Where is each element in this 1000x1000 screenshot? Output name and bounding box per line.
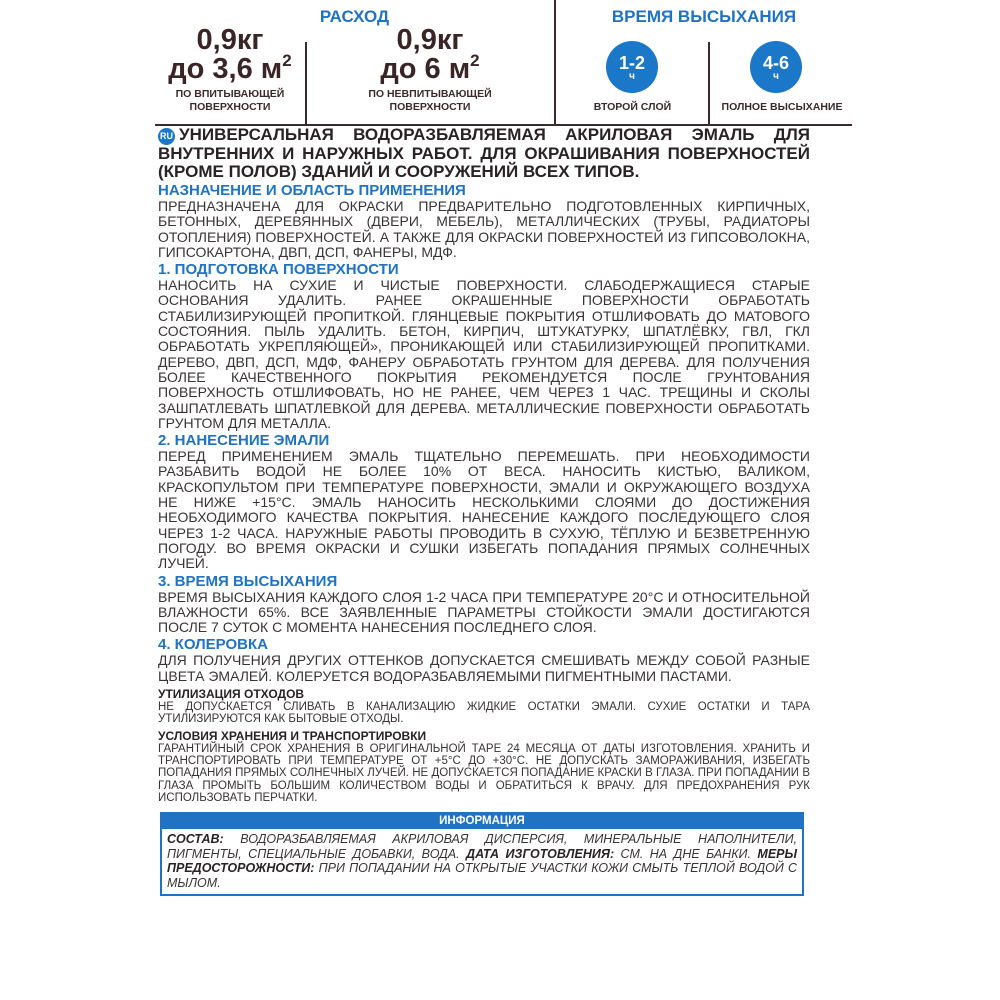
- storage-text: ГАРАНТИЙНЫЙ СРОК ХРАНЕНИЯ В ОРИГИНАЛЬНОЙ ТАРЕ 24 МЕСЯЦА ОТ ДАТЫ ИЗГОТОВЛЕНИЯ. ХРАНИТЬ И ТРАНСПОРТИРОВАТЬ ПРИ ТЕМПЕРАТУРЕ ОТ +5°С ДО +30°С. НЕ ДОПУСКАТЬ ЗАМОРАЖИВАНИЯ, ИЗБЕГАТЬ ПОПАДАНИЯ ПРЯМЫХ СОЛНЕЧНЫХ ЛУЧЕЙ. НЕ ДОПУСКАЕТСЯ ПОПАДАНИЕ КРАСКИ В ГЛАЗА. ПРИ ПОПАДАНИИ В ГЛАЗА ПРОМЫТЬ БОЛЬШИМ КОЛИЧЕСТВОМ ВОДЫ И ОБРАТИТЬСЯ К ВРАЧУ. ДЛЯ ПРЕДОХРАНЕНИЯ РУК ИСПОЛЬЗОВАТЬ ПЕРЧАТКИ.: [158, 742, 810, 804]
- instructions: [158, 126, 810, 896]
- info-body: СОСТАВ: ВОДОРАЗБАВЛЯЕМАЯ АКРИЛОВАЯ ДИСПЕРСИЯ, МИНЕРАЛЬНЫЕ НАПОЛНИТЕЛИ, ПИГМЕНТЫ, СПЕЦИАЛЬНЫЕ ДОБАВКИ, ВОДА. ДАТА ИЗГОТОВЛЕНИЯ: СМ. НА ДНЕ БАНКИ. МЕРЫ ПРЕДОСТОРОЖНОСТИ: ПРИ ПОПАДАНИИ НА ОТКРЫТЫЕ УЧАСТКИ КОЖИ СМЫТЬ ТЕПЛОЙ ВОДОЙ С МЫЛОМ.: [167, 832, 797, 890]
- divider: [305, 42, 307, 124]
- ru-badge: RU: [158, 128, 175, 145]
- second-layer-label: ВТОРОЙ СЛОЙ: [593, 101, 672, 113]
- disposal-heading: УТИЛИЗАЦИЯ ОТХОДОВ: [158, 687, 305, 702]
- non-absorbent-note: ПО НЕВПИТЫВАЮЩЕЙ ПОВЕРХНОСТИ: [368, 88, 492, 113]
- clock-icon-second-layer: 1-2 ч: [606, 41, 658, 93]
- section-heading: 4. КОЛЕРОВКА: [158, 636, 268, 654]
- storage-heading: УСЛОВИЯ ХРАНЕНИЯ И ТРАНСПОРТИРОВКИ: [158, 728, 427, 743]
- section-text: ПЕРЕД ПРИМЕНЕНИЕМ ЭМАЛЬ ТЩАТЕЛЬНО ПЕРЕМЕШАТЬ. ПРИ НЕОБХОДИМОСТИ РАЗБАВИТЬ ВОДОЙ НЕ БОЛЕЕ 10% ОТ ВЕСА. НАНОСИТЬ КИСТЬЮ, ВАЛИКОМ, КРАСКОПУЛЬТОМ ПРИ ТЕМПЕРАТУРЕ ПОВЕРХНОСТИ, ЭМАЛИ И ОКРУЖАЮЩЕГО ВОЗДУХА НЕ НИЖЕ +15°С. ЭМАЛЬ НАНОСИТЬ НЕСКОЛЬКИМИ СЛОЯМИ ДО ДОСТИЖЕНИЯ НЕОБХОДИМОГО КАЧЕСТВА ПОКРЫТИЯ. НАНЕСЕНИЕ КАЖДОГО ПОСЛЕДУЮЩЕГО СЛОЯ ЧЕРЕЗ 1-2 ЧАСА. НАРУЖНЫЕ РАБОТЫ ПРОВОДИТЬ В СУХУЮ, ТЁПЛУЮ И БЕЗВЕТРЕННУЮ ПОГОДУ. ВО ВРЕМЯ ОКРАСКИ И СУШКИ ИЗБЕГАТЬ ПОПАДАНИЯ ПРЯМЫХ СОЛНЕЧНЫХ ЛУЧЕЙ.: [158, 448, 810, 572]
- header-panel: [155, 0, 852, 126]
- info-box: [160, 812, 804, 896]
- product-title: RU УНИВЕРСАЛЬНАЯ ВОДОРАЗБАВЛЯЕМАЯ АКРИЛОВАЯ ЭМАЛЬ ДЛЯ ВНУТРЕННИХ И НАРУЖНЫХ РАБОТ. ДЛЯ ОКРАШИВАНИЯ ПОВЕРХНОСТЕЙ (КРОМЕ ПОЛОВ) ЗДАНИЙ И СООРУЖЕНИЙ ВСЕХ ТИПОВ.: [158, 125, 810, 181]
- section-heading: 3. ВРЕМЯ ВЫСЫХАНИЯ: [158, 572, 338, 590]
- section-heading: 1. ПОДГОТОВКА ПОВЕРХНОСТИ: [158, 261, 399, 279]
- absorbent-note: ПО ВПИТЫВАЮЩЕЙ ПОВЕРХНОСТИ: [175, 88, 285, 113]
- disposal-text: НЕ ДОПУСКАЕТСЯ СЛИВАТЬ В КАНАЛИЗАЦИЮ ЖИДКИЕ ОСТАТКИ ЭМАЛИ. СУХИЕ ОСТАТКИ И ТАРА УТИЛИЗИРУЮТСЯ КАК БЫТОВЫЕ ОТХОДЫ.: [158, 701, 810, 726]
- section-text: ВРЕМЯ ВЫСЫХАНИЯ КАЖДОГО СЛОЯ 1-2 ЧАСА ПРИ ТЕМПЕРАТУРЕ 20°С И ОТНОСИТЕЛЬНОЙ ВЛАЖНОСТИ 65%. ВСЕ ЗАЯВЛЕННЫЕ ПАРАМЕТРЫ СТОЙКОСТИ ЭМАЛИ ДОСТИГАЮТСЯ ПОСЛЕ 7 СУТОК С МОМЕНТА НАНЕСЕНИЯ ПОСЛЕДНЕГО СЛОЯ.: [158, 588, 810, 636]
- divider: [708, 42, 710, 124]
- full-drying-label: ПОЛНОЕ ВЫСЫХАНИЕ: [721, 101, 843, 113]
- clock-icon-full: 4-6 ч: [750, 41, 802, 93]
- info-heading: ИНФОРМАЦИЯ: [162, 814, 802, 829]
- drying-heading: ВРЕМЯ ВЫСЫХАНИЯ: [611, 7, 797, 26]
- consumption-heading: РАСХОД: [319, 7, 390, 26]
- section-heading: 2. НАНЕСЕНИЕ ЭМАЛИ: [158, 432, 330, 450]
- section-text: ДЛЯ ПОЛУЧЕНИЯ ДРУГИХ ОТТЕНКОВ ДОПУСКАЕТСЯ СМЕШИВАТЬ МЕЖДУ СОБОЙ РАЗНЫЕ ЦВЕТА ЭМАЛЕЙ. КОЛЕРУЕТСЯ ВОДОРАЗБАВЛЯЕМЫМИ ПИГМЕНТНЫМИ ПАСТАМИ.: [158, 652, 810, 684]
- section-text: НАНОСИТЬ НА СУХИЕ И ЧИСТЫЕ ПОВЕРХНОСТИ. СЛАБОДЕРЖАЩИЕСЯ СТАРЫЕ ОСНОВАНИЯ УДАЛИТЬ. РАНЕЕ ОКРАШЕННЫЕ ПОВЕРХНОСТИ ОБРАБОТАТЬ СТАБИЛИЗИРУЮЩЕЙ ПРОПИТКОЙ. ГЛЯНЦЕВЫЕ ПОКРЫТИЯ ОТШЛИФОВАТЬ ДО МАТОВОГО СОСТОЯНИЯ. ПЫЛЬ УДАЛИТЬ. БЕТОН, КИРПИЧ, ШТУКАТУРКУ, ШПАТЛЁВКУ, ГВЛ, ГКЛ ОБРАБОТАТЬ УКРЕПЛЯЮЩЕЙ», ПРОНИКАЮЩЕЙ ИЛИ СТАБИЛИЗИРУЮЩЕЙ ПРОПИТКАМИ. ДЕРЕВО, ДВП, ДСП, МДФ, ФАНЕРУ ОБРАБОТАТЬ ГРУНТОМ ДЛЯ ДЕРЕВА. ДЛЯ ПОЛУЧЕНИЯ БОЛЕЕ КАЧЕСТВЕННОГО ПОКРЫТИЯ РЕКОМЕНДУЕТСЯ ПОСЛЕ ГРУНТОВАНИЯ ПОВЕРХНОСТЬ ОТШЛИФОВАТЬ, НО НЕ РАНЕЕ, ЧЕМ ЧЕРЕЗ 1 ЧАС. ТРЕЩИНЫ И СКОЛЫ ЗАШПАТЛЕВАТЬ ШПАТЛЕВКОЙ ДЛЯ ДЕРЕВА. МЕТАЛЛИЧЕСКИЕ ПОВЕРХНОСТИ ОБРАБОТАТЬ ГРУНТОМ ДЛЯ МЕТАЛЛА.: [158, 277, 810, 431]
- absorbent-amount: 0,9кг до 3,6 $м^2$: [168, 24, 292, 85]
- non-absorbent-amount: 0,9кг до 6 $м^2$: [380, 24, 480, 85]
- section-heading: НАЗНАЧЕНИЕ И ОБЛАСТЬ ПРИМЕНЕНИЯ: [158, 182, 466, 199]
- section-text: ПРЕДНАЗНАЧЕНА ДЛЯ ОКРАСКИ ПРЕДВАРИТЕЛЬНО ПОДГОТОВЛЕННЫХ КИРПИЧНЫХ, БЕТОННЫХ, ДЕРЕВЯННЫХ (ДВЕРИ, МЕБЕЛЬ), МЕТАЛЛИЧЕСКИХ (ТРУБЫ, РАДИАТОРЫ ОТОПЛЕНИЯ) ПОВЕРХНОСТЕЙ. А ТАКЖЕ ДЛЯ ОКРАСКИ ПОВЕРХНОСТЕЙ ИЗ ГИПСОВОЛОКНА, ГИПСОКАРТОНА, ДВП, ДСП, ФАНЕРЫ, МДФ.: [158, 198, 810, 260]
